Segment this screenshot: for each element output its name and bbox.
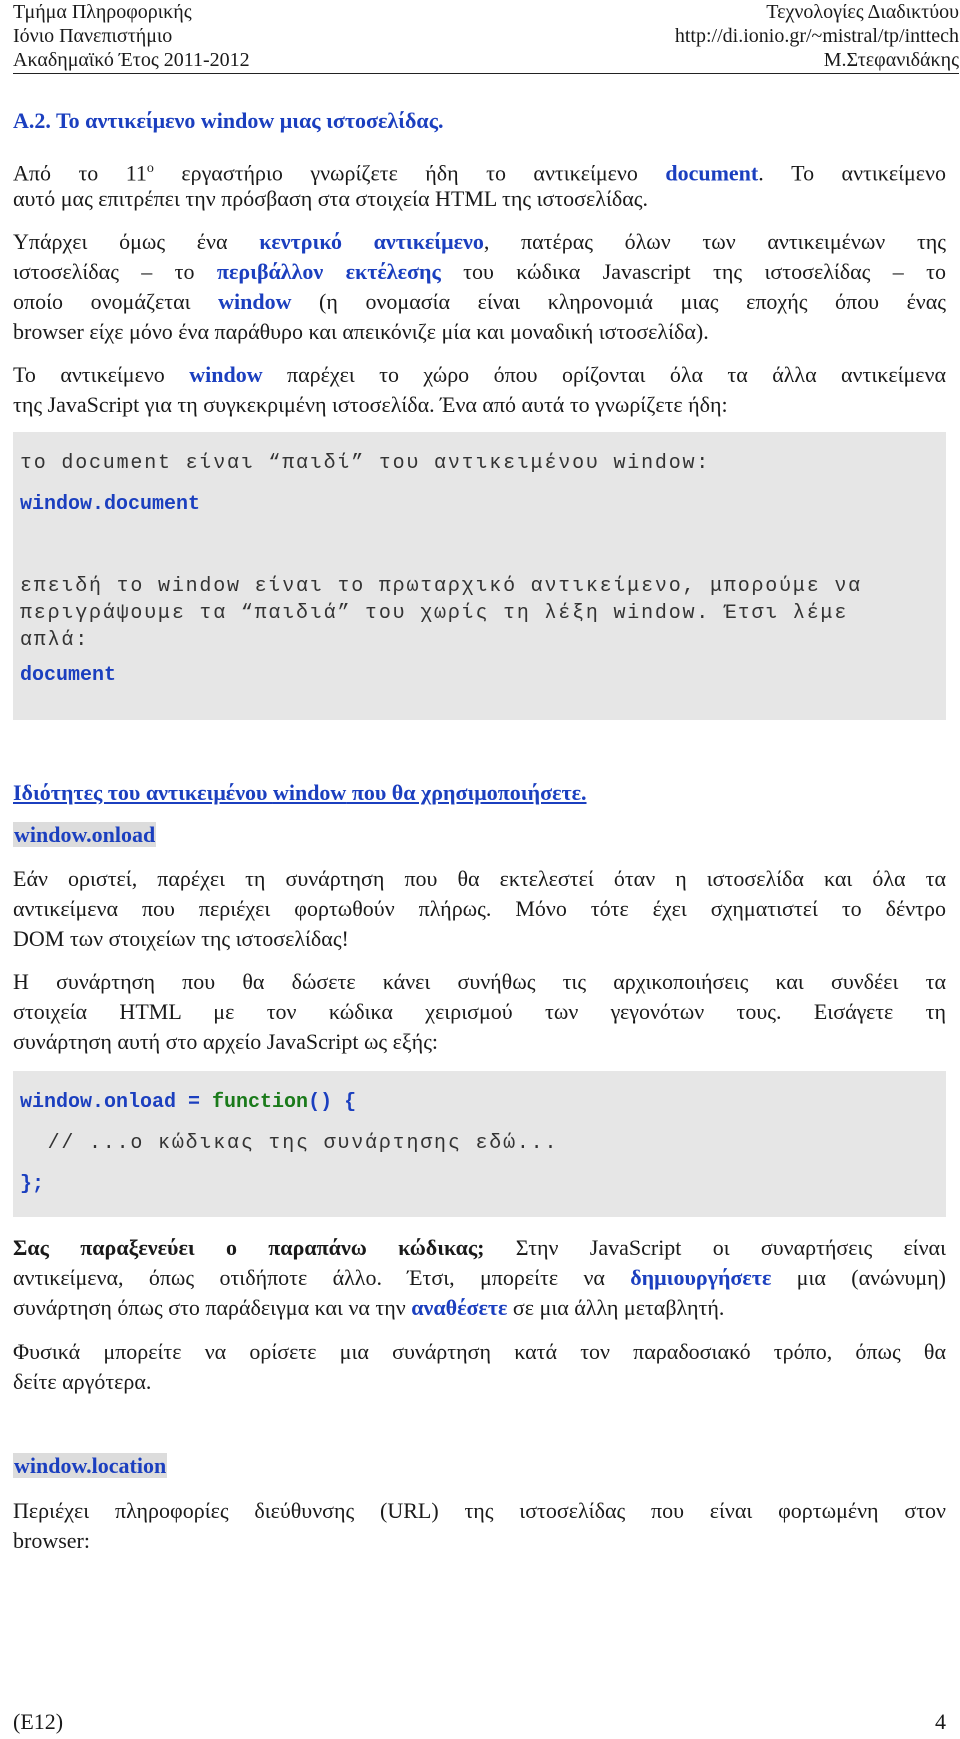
code-window-document: window.document (20, 493, 201, 516)
onload-usage-line3: συνάρτηση αυτή στο αρχείο JavaScript ως εξής: (13, 1029, 439, 1054)
paragraph-intro-line2: αυτό μας επιτρέπει την πρόσβαση στα στοιχεία HTML της ιστοσελίδας. (13, 186, 648, 211)
header-url: http://di.ionio.gr/~mistral/tp/inttech (674, 25, 959, 47)
paragraph-intro-line1: Από το $11^o$ εργαστήριο γνωρίζετε ήδη το αντικείμενο document. Το αντικείμενο (13, 160, 946, 186)
onload-usage-line1: Η συνάρτηση που θα δώσετε κάνει συνήθως τις αρχικοποιήσεις και συνδέει τα (13, 969, 946, 994)
header-author: Μ.Στεφανιδάκης (823, 49, 959, 71)
header-university: Ιόνιο Πανεπιστήμιο (13, 25, 173, 47)
footer-code: (E12) (13, 1709, 64, 1734)
onload-heading: window.onload (14, 822, 156, 847)
paragraph-window-scope-line2: της JavaScript για τη συγκεκριμένη ιστοσελίδα. Ένα από αυτά το γνωρίζετε ήδη: (13, 392, 728, 417)
paragraph-central-object-line4: browser είχε μόνο ένα παράθυρο και απεικόνιζε μία και μοναδική ιστοσελίδα). (13, 319, 709, 344)
onload-usage-line2: στοιχεία HTML με τον κώδικα χειρισμού των γεγονότων τους. Εισάγετε τη (13, 999, 946, 1024)
header-course: Τεχνολογίες Διαδικτύου (766, 1, 959, 23)
paragraph-central-object-line2: ιστοσελίδας – το περιβάλλον εκτέλεσης του κώδικα Javascript της ιστοσελίδας – το (13, 259, 946, 284)
code-comment-line: απλά: (20, 629, 90, 652)
code-closing-line: }; (20, 1173, 45, 1196)
header-department: Τμήμα Πληροφορικής (13, 1, 192, 23)
location-desc-line1: Περιέχει πληροφορίες διεύθυνσης (URL) της ιστοσελίδας που είναι φορτωμένη στον (13, 1498, 946, 1523)
code-example-onload (13, 1071, 946, 1217)
code-comment-line: // ...ο κώδικας της συνάρτησης εδώ... (20, 1132, 559, 1155)
traditional-function-line1: Φυσικά μπορείτε να ορίσετε μια συνάρτηση κατά τον παραδοσιακό τρόπο, όπως θα (13, 1339, 946, 1364)
paragraph-window-scope-line1: Το αντικείμενο window παρέχει το χώρο όπου ορίζονται όλα τα άλλα αντικείμενα (13, 362, 946, 387)
functions-paragraph-line3: συνάρτηση όπως στο παράδειγμα και να την αναθέσετε σε μια άλλη μεταβλητή. (13, 1295, 725, 1320)
functions-paragraph-line2: αντικείμενα, όπως οτιδήποτε άλλο. Έτσι, μπορείτε να δημιουργήσετε μια (ανώνυμη) (13, 1265, 946, 1290)
paragraph-central-object-line3: οποίο ονομάζεται window (η ονομασία είναι κληρονομιά μιας εποχής όπου ένας (13, 289, 946, 314)
page-header (13, 0, 959, 74)
code-onload-line: window.onload = function() { (20, 1091, 357, 1114)
page-footer (13, 1708, 946, 1736)
functions-paragraph-line1: Σας παραξενεύει ο παραπάνω κώδικας; Στην JavaScript οι συναρτήσεις είναι (13, 1235, 946, 1260)
onload-desc-line3: DOM των στοιχείων της ιστοσελίδας! (13, 926, 349, 951)
code-example-document (13, 432, 946, 720)
properties-heading: Ιδιότητες του αντικειμένου window που θα χρησιμοποιήσετε. (13, 780, 587, 805)
onload-desc-line1: Εάν οριστεί, παρέχει τη συνάρτηση που θα εκτελεστεί όταν η ιστοσελίδα και όλα τα (13, 866, 946, 891)
page-number: 4 (935, 1709, 946, 1734)
header-year: Ακαδημαϊκό Έτος 2011-2012 (13, 49, 250, 71)
location-desc-line2: browser: (13, 1528, 90, 1553)
paragraph-central-object-line1: Υπάρχει όμως ένα κεντρικό αντικείμενο, πατέρας όλων των αντικειμένων της (13, 229, 946, 254)
code-comment-line: περιγράψουμε τα “παιδιά” του χωρίς τη λέξη window. Έτσι λέμε (20, 602, 849, 625)
code-document: document (20, 664, 117, 687)
section-title: Α.2. Το αντικείμενο window μιας ιστοσελίδας. (13, 108, 444, 133)
location-heading: window.location (14, 1453, 167, 1478)
code-comment-line: το document είναι “παιδί” του αντικειμένου window: (20, 452, 711, 475)
onload-desc-line2: αντικείμενα που περιέχει φορτωθούν πλήρως. Μόνο τότε έχει σχηματιστεί το δέντρο (13, 896, 946, 921)
code-comment-line: επειδή το window είναι το πρωταρχικό αντικείμενο, μπορούμε να (20, 575, 862, 598)
traditional-function-line2: δείτε αργότερα. (13, 1369, 152, 1394)
